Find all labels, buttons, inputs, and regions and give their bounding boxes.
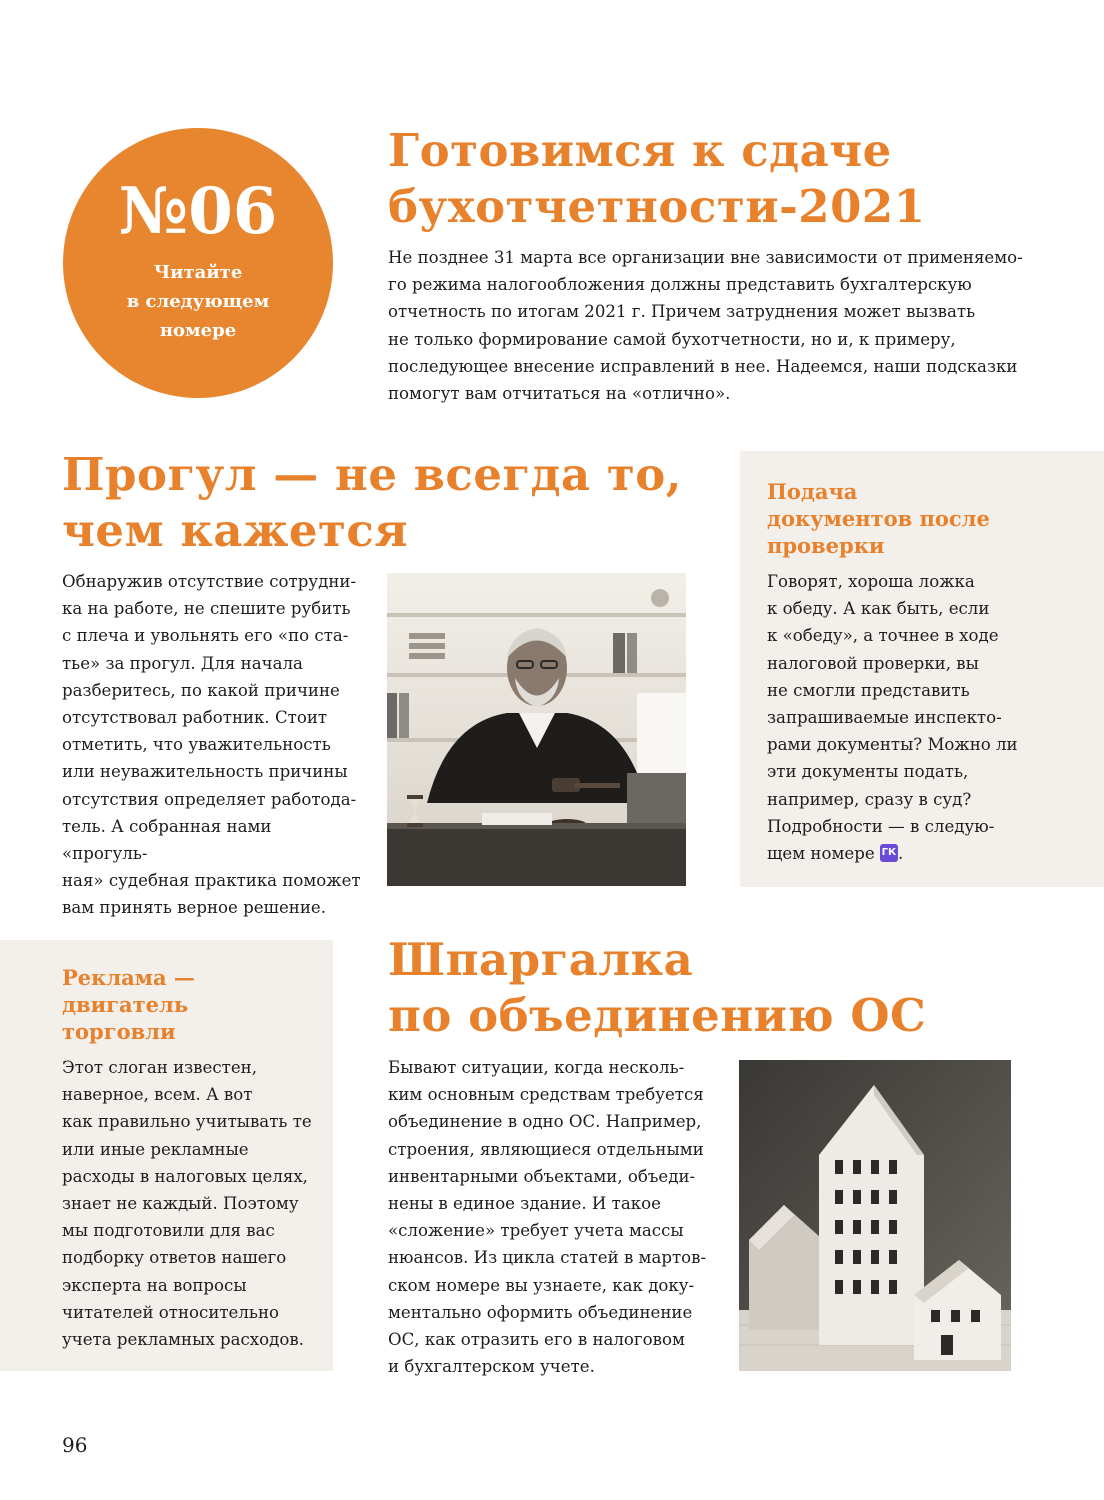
article-text-reklama	[62, 1054, 324, 1353]
badge-subtitle-line: в следующем	[126, 291, 270, 312]
title-line: двигатель	[62, 992, 189, 1017]
text-fragment: щем номере	[767, 844, 875, 864]
text-line: и бухгалтерском учете.	[388, 1357, 595, 1377]
text-line: помогут вам отчитаться на «отлично».	[388, 384, 731, 404]
title-line: Прогул — не всегда то,	[62, 448, 682, 501]
text-line: к «обеду», а точнее в ходе	[767, 626, 999, 646]
text-line: учета рекламных расходов.	[62, 1330, 304, 1350]
text-line: Подробности — в следую-	[767, 816, 995, 836]
text-line: или иные рекламные	[62, 1139, 249, 1159]
title-line: бухотчетности-2021	[388, 180, 926, 233]
text-line: ка на работе, не спешите рубить	[62, 599, 351, 619]
text-line: тель. А собранная нами «прогуль-	[62, 816, 272, 864]
text-line: например, сразу в суд?	[767, 789, 972, 809]
text-line: нены в единое здание. И такое	[388, 1194, 661, 1214]
text-line: го режима налогообложения должны представить бухгалтерскую	[388, 275, 972, 295]
page-number: 96	[62, 1433, 88, 1457]
text-line: строения, являющиеся отдельными	[388, 1139, 704, 1159]
gk-logo-icon	[880, 844, 898, 862]
title-line: по объединению ОС	[388, 989, 927, 1042]
text-line: не только формирование самой бухотчетности, но и, к примеру,	[388, 329, 956, 349]
text-line: подборку ответов нашего	[62, 1248, 287, 1268]
text-line: наверное, всем. А вот	[62, 1085, 253, 1105]
article-title-reklama	[62, 964, 312, 1045]
title-line: чем кажется	[62, 504, 409, 557]
text-line: рами документы? Можно ли	[767, 735, 1018, 755]
text-line: читателей относительно	[62, 1302, 279, 1322]
article-title-podacha	[767, 478, 1087, 559]
text-line: Бывают ситуации, когда несколь-	[388, 1058, 685, 1077]
title-line: Подача	[767, 479, 858, 504]
text-line: вам принять верное решение.	[62, 898, 327, 918]
text-line: знает не каждый. Поэтому	[62, 1194, 299, 1214]
article-text-bukhotchetnost	[388, 244, 1028, 407]
judge-photo	[387, 573, 686, 886]
title-line: Готовимся к сдаче	[388, 124, 892, 177]
title-line: торговли	[62, 1019, 176, 1044]
text-line: объединение в одно ОС. Например,	[388, 1112, 702, 1132]
text-line: расходы в налоговых целях,	[62, 1166, 308, 1186]
article-text-shpargalka	[388, 1054, 718, 1380]
next-issue-badge	[63, 128, 333, 398]
text-line: ная» судебная практика поможет	[62, 871, 361, 891]
title-line: Шпаргалка	[388, 933, 694, 986]
text-line: отметить, что уважительность	[62, 735, 331, 755]
text-line: отсутствия определяет работода-	[62, 789, 357, 809]
text-line: отсутствовал работник. Стоит	[62, 708, 328, 728]
text-line: нюансов. Из цикла статей в мартов-	[388, 1248, 707, 1268]
text-line: с плеча и увольнять его «по ста-	[62, 626, 349, 646]
text-line: разберитесь, по какой причине	[62, 680, 340, 700]
title-line: документов после	[767, 506, 990, 531]
text-line-last	[767, 840, 1097, 867]
text-line: «сложение» требует учета массы	[388, 1221, 684, 1241]
text-line: отчетность по итогам 2021 г. Причем затруднения может вызвать	[388, 302, 976, 322]
gk-logo-text: ГК	[881, 847, 897, 859]
badge-subtitle	[63, 258, 333, 345]
text-line: тье» за прогул. Для начала	[62, 653, 303, 673]
text-line: Обнаружив отсутствие сотрудни-	[62, 572, 357, 591]
text-line: мы подготовили для вас	[62, 1221, 275, 1241]
title-line: проверки	[767, 533, 885, 558]
text-line: ОС, как отразить его в налоговом	[388, 1330, 685, 1350]
issue-number: №06	[118, 174, 278, 249]
text-line: не смогли представить	[767, 680, 970, 700]
article-title-shpargalka	[388, 932, 926, 1044]
text-line: ментально оформить объединение	[388, 1302, 693, 1322]
article-title-progul	[62, 447, 682, 559]
text-line: налоговой проверки, вы	[767, 653, 979, 673]
text-line: Говорят, хороша ложка	[767, 572, 975, 591]
badge-subtitle-line: Читайте	[153, 262, 243, 283]
text-line: ким основным средствам требуется	[388, 1085, 704, 1105]
houses-photo	[739, 1060, 1011, 1371]
text-line: к обеду. А как быть, если	[767, 599, 990, 619]
end-mark: .	[897, 844, 904, 864]
text-line: Не позднее 31 марта все организации вне зависимости от применяемо-	[388, 248, 1023, 267]
text-line: эти документы подать,	[767, 762, 969, 782]
title-line: Реклама —	[62, 965, 195, 990]
text-line: инвентарными объектами, объеди-	[388, 1166, 696, 1186]
text-line: как правильно учитывать те	[62, 1112, 312, 1132]
article-text-podacha	[767, 568, 1097, 867]
text-line: эксперта на вопросы	[62, 1275, 247, 1295]
text-line: запрашиваемые инспекто-	[767, 708, 1002, 728]
badge-subtitle-line: номере	[159, 320, 237, 341]
article-title-bukhotchetnost	[388, 123, 926, 235]
text-line: или неуважительность причины	[62, 762, 348, 782]
text-line: ском номере вы узнаете, как доку-	[388, 1275, 695, 1295]
judge-illustration	[387, 573, 686, 886]
houses-illustration	[739, 1060, 1011, 1371]
text-line: Этот слоган известен,	[62, 1058, 257, 1077]
article-text-progul	[62, 568, 362, 922]
text-line: последующее внесение исправлений в нее. Надеемся, наши подсказки	[388, 356, 1018, 376]
